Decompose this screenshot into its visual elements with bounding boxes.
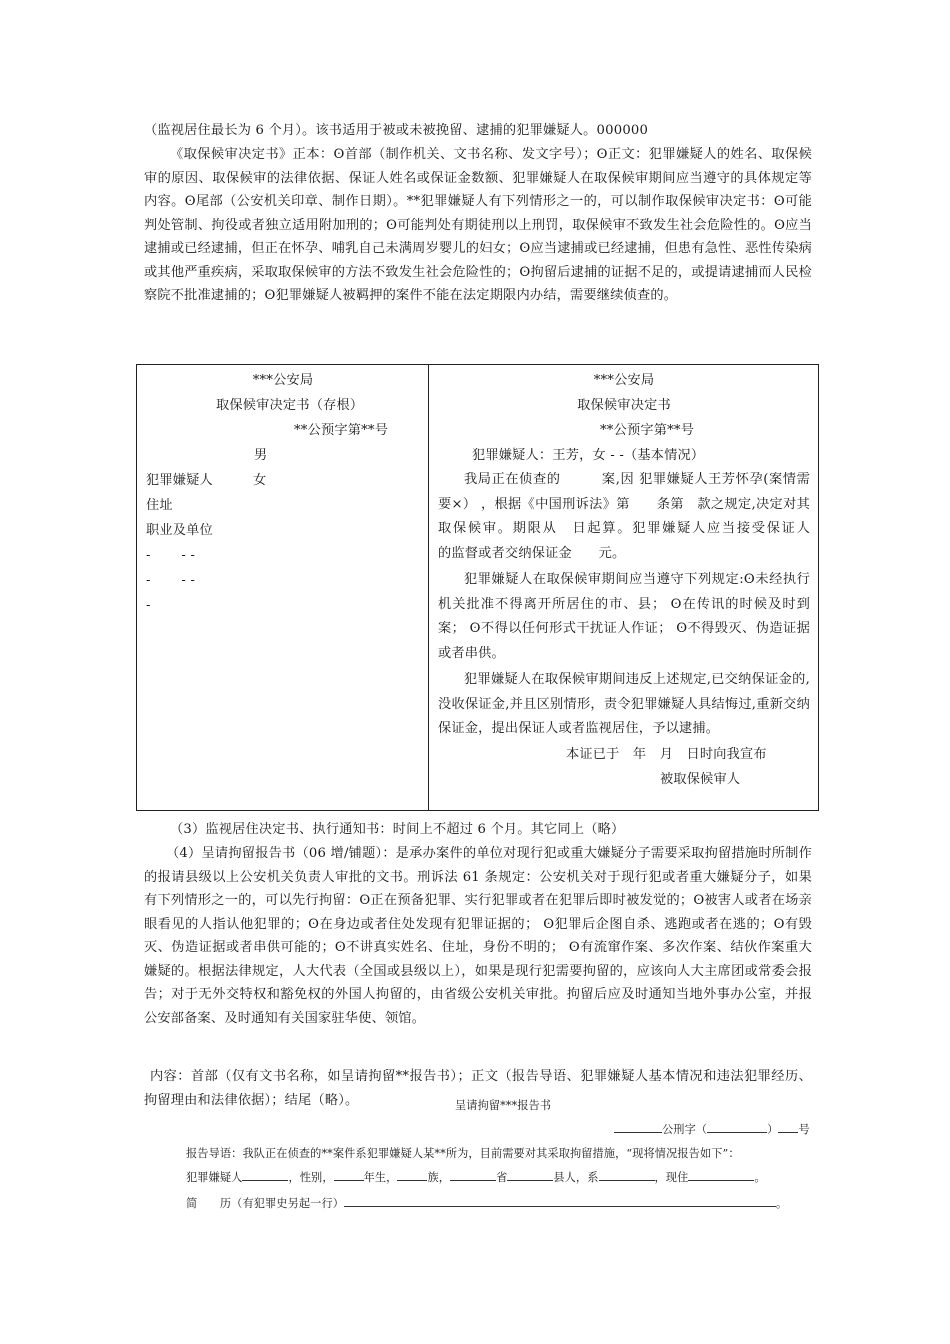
content-paragraph: 内容：首部（仅有文书名称，如呈请拘留**报告书）；正文（报告导语、犯罪嫌疑人基本情况和违法犯罪经历、拘留理由和法律依据）；结尾（略）。 xyxy=(144,1069,812,1108)
stub-female: 女 xyxy=(252,473,267,488)
decision-title: 取保候审决定书 xyxy=(577,398,671,413)
stub-row-2: - - - xyxy=(146,573,196,588)
paragraph-4: （4）呈请拘留报告书（06 增/铺题）：是承办案件的单位对现行犯或重大嫌疑分子需要采取拘留措施时所制作的报请县级以上公安机关负责人审批的文书。刑诉法 61 条规定：公安机关对于现行犯或者重大嫌疑分子，如果有下列情形之一的，可以先行拘留：ʘ正在预备犯罪、实行犯罪或者在犯罪后即时被发觉的；ʘ被害人或者在场亲眼看见的人指认他犯罪的；ʘ在身边或者住处发现有犯罪证据的； ʘ犯罪后企图自杀、逃跑或者在逃的；ʘ有毁灭、伪造证据或者串供可能的；ʘ不讲真实姓名、住址，身份不明的； ʘ有流窜作案、多次作案、结伙作案重大嫌疑的。根据法律规定，人大代表（全国或县级以上），如果是现行犯需要拘留的，应该向人大主席团或常委会报告；对于无外交特权和豁免权的外国人拘留的，由省级公安机关审批。拘留后应及时通知当地外事办公室，并报公安部备案、及时通知有关国家驻华使、领馆。 xyxy=(144,846,812,1026)
decision-signer: 被取保候审人 xyxy=(660,771,741,787)
decision-body-1: 我局正在侦查的 案,因 犯罪嫌疑人王芳怀孕(案情需要×） ，根据《中国刑诉法》第 条第 款之规定,决定对其取保候审。期限从 日起算。犯罪嫌疑人应当接受保证人 的监督或者交纳保证金 元。 xyxy=(438,472,837,561)
stub-suspect-label: 犯罪嫌疑人 xyxy=(146,473,213,488)
report-resume: 简 历（有犯罪史另起一行） 。 xyxy=(186,1193,787,1215)
stub-row-1: - - - xyxy=(146,548,196,563)
paragraph-3: （3）监视居住决定书、执行通知书：时间上不超过 6 个月。其它同上（略） xyxy=(170,822,625,837)
stub-agency: ***公安局 xyxy=(252,373,314,388)
decision-body-3: 犯罪嫌疑人在取保候审期间违反上述规定,已交纳保证金的,没收保证金,并且区别情形，责令犯罪嫌疑人具结悔过,重新交纳保证金，提出保证人或者监视居住，予以逮捕。 xyxy=(438,672,810,736)
stub-address: 住址 xyxy=(146,498,173,513)
stub-suspect-row xyxy=(146,468,420,493)
intro-line: （监视居住最长为 6 个月）。该书适用于被或未被挽留、逮捕的犯罪嫌疑人。000000 xyxy=(144,123,649,138)
bail-form-divider xyxy=(428,364,429,811)
stub-row-3: - xyxy=(146,598,151,613)
bail-stub xyxy=(146,368,420,618)
report-suspect-fields: 犯罪嫌疑人 ，性别， 年生， 族， 省 县人，系 ，现住 。 xyxy=(186,1167,766,1189)
stub-male: 男 xyxy=(254,448,268,463)
stub-doc-number: **公预字第**号 xyxy=(294,423,389,438)
bail-paragraph: 《取保候审决定书》正本：ʘ首部（制作机关、文书名称、发文字号）；ʘ正文：犯罪嫌疑人的姓名、取保候审的原因、取保候审的法律依据、保证人姓名或保证金数额、犯罪嫌疑人在取保候审期间应当遵守的具体规定等内容。ʘ尾部（公安机关印章、制作日期）。**犯罪嫌疑人有下列情形之一的，可以制作取保候审决定书：ʘ可能判处管制、拘役或者独立适用附加刑的；ʘ可能判处有期徒刑以上刑罚，取保候审不致发生社会危险性的。ʘ应当逮捕或已经逮捕，但正在怀孕、哺乳自己未满周岁婴儿的妇女；ʘ应当逮捕或已经逮捕，但患有急性、恶性传染病或其他严重疾病，采取取保候审的方法不致发生社会危险性的；ʘ拘留后逮捕的证据不足的，或提请逮捕而人民检察院不批准逮捕的；ʘ犯罪嫌疑人被羁押的案件不能在法定期限内办结，需要继续侦查的。 xyxy=(144,147,812,303)
stub-occupation: 职业及单位 xyxy=(146,523,213,538)
bail-decision xyxy=(438,368,837,792)
decision-suspect-line: 犯罪嫌疑人：王芳，女 - -（基本情况） xyxy=(472,448,705,463)
decision-declare: 本证已于 年 月 日时向我宣布 xyxy=(566,746,767,762)
decision-agency: ***公安局 xyxy=(593,373,655,388)
report-lead: 报告导语：我队正在侦查的**案件系犯罪嫌疑人某**所为，目前需要对其采取拘留措施，“现将情况报告如下”： xyxy=(186,1147,740,1160)
stub-title: 取保候审决定书（存根） xyxy=(216,398,364,413)
decision-doc-number: **公预字第**号 xyxy=(600,423,695,438)
decision-body-2: 犯罪嫌疑人在取保候审期间应当遵守下列规定:ʘ未经执行机关批准不得离开所居住的市、县； ʘ在传讯的时候及时到案； ʘ不得以任何形式干扰证人作证； ʘ不得毁灭、伪造证据或者串供。 xyxy=(438,572,810,661)
report-title: 呈请拘留***报告书 xyxy=(455,1099,552,1112)
report-doc-number: 公刑字（ ） 号 xyxy=(614,1119,810,1141)
